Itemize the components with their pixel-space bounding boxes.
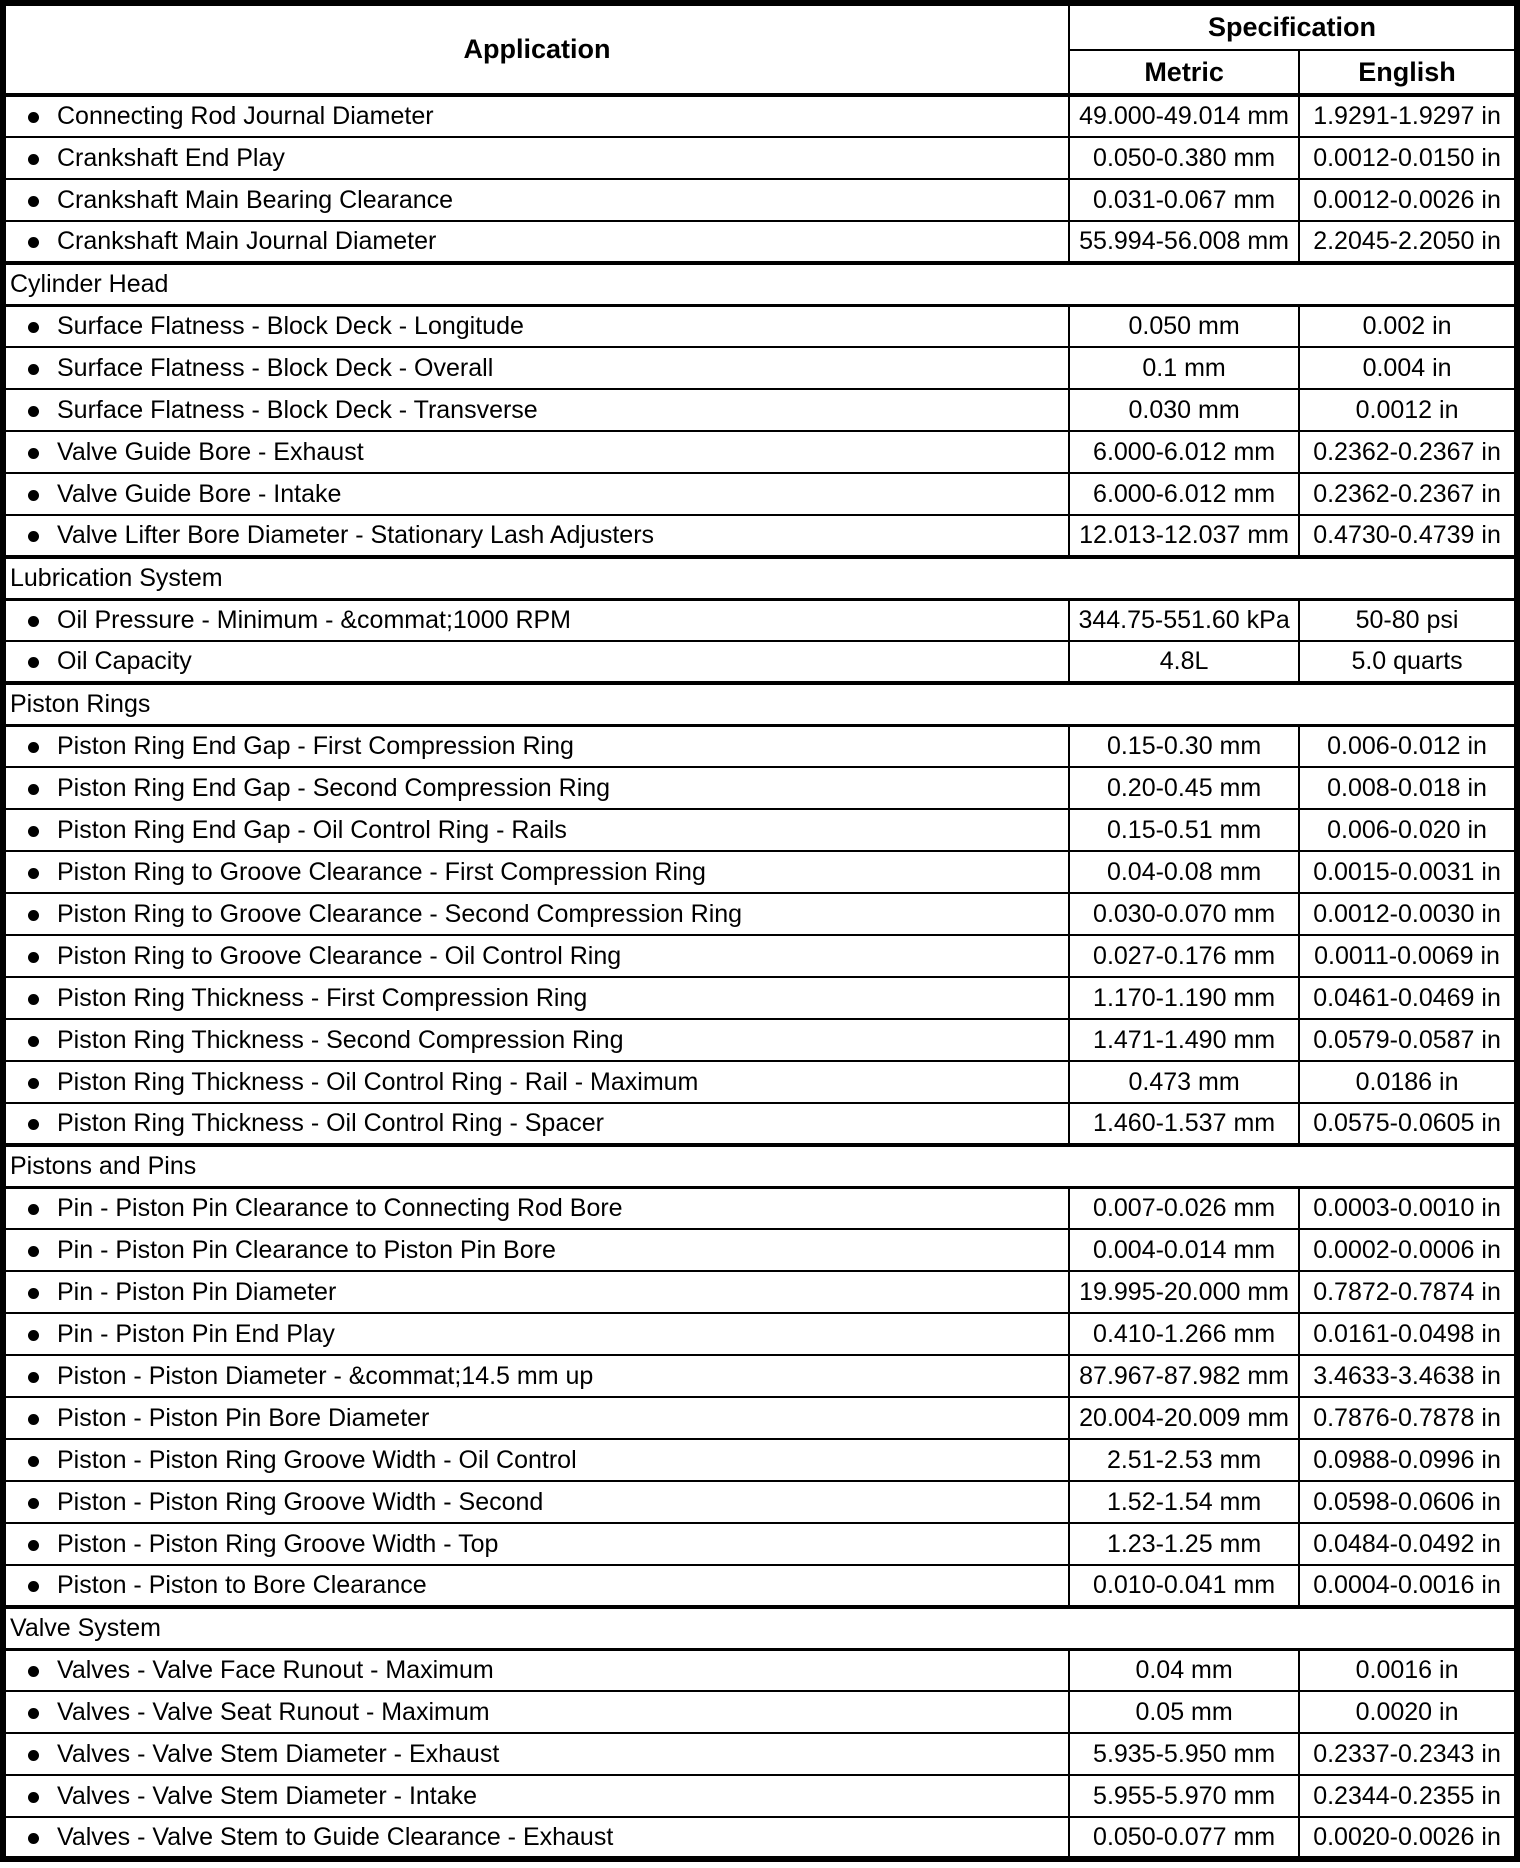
table-row <box>3 1649 1517 1691</box>
metric-value-cell: 0.15-0.30 mm <box>1069 725 1299 767</box>
application-label: Valves - Valve Face Runout - Maximum <box>57 1655 494 1684</box>
application-cell <box>3 1271 1069 1313</box>
section-header-row <box>3 263 1517 305</box>
metric-value-cell: 4.8L <box>1069 641 1299 683</box>
application-cell <box>3 95 1069 137</box>
english-value-cell: 0.7872-0.7874 in <box>1299 1271 1517 1313</box>
metric-value-cell: 49.000-49.014 mm <box>1069 95 1299 137</box>
column-header-english: English <box>1299 50 1517 95</box>
application-cell <box>3 389 1069 431</box>
english-value-cell: 0.0012-0.0026 in <box>1299 179 1517 221</box>
metric-value-cell: 19.995-20.000 mm <box>1069 1271 1299 1313</box>
application-label: Crankshaft Main Journal Diameter <box>57 227 437 255</box>
application-label: Piston - Piston to Bore Clearance <box>57 1571 427 1599</box>
table-row <box>3 1523 1517 1565</box>
table-row <box>3 305 1517 347</box>
table-row <box>3 977 1517 1019</box>
application-cell <box>3 935 1069 977</box>
english-value-cell: 0.0015-0.0031 in <box>1299 851 1517 893</box>
application-label: Piston Ring Thickness - Oil Control Ring - Rail - Maximum <box>57 1067 699 1096</box>
section-header-row <box>3 1145 1517 1187</box>
application-cell <box>3 431 1069 473</box>
table-row <box>3 515 1517 557</box>
english-value-cell: 0.002 in <box>1299 305 1517 347</box>
english-value-cell: 0.0016 in <box>1299 1649 1517 1691</box>
application-label: Pin - Piston Pin End Play <box>57 1319 335 1348</box>
bullet-icon <box>28 826 39 837</box>
section-header-row <box>3 557 1517 599</box>
metric-value-cell: 0.007-0.026 mm <box>1069 1187 1299 1229</box>
application-label: Piston - Piston Diameter - &commat;14.5 mm up <box>57 1361 594 1390</box>
bullet-icon <box>28 742 39 753</box>
section-header-label: Pistons and Pins <box>3 1145 1517 1187</box>
section-header-row <box>3 1607 1517 1649</box>
english-value-cell: 0.0012-0.0150 in <box>1299 137 1517 179</box>
bullet-icon <box>28 868 39 879</box>
english-value-cell: 0.0011-0.0069 in <box>1299 935 1517 977</box>
application-cell <box>3 1019 1069 1061</box>
table-row <box>3 1103 1517 1145</box>
application-label: Valves - Valve Stem Diameter - Intake <box>57 1781 478 1810</box>
application-label: Valve Lifter Bore Diameter - Stationary Lash Adjusters <box>57 521 655 549</box>
table-row <box>3 641 1517 683</box>
application-label: Piston Ring Thickness - First Compression Ring <box>57 983 588 1012</box>
application-cell <box>3 1229 1069 1271</box>
application-label: Pin - Piston Pin Clearance to Piston Pin Bore <box>57 1235 556 1264</box>
metric-value-cell: 0.04-0.08 mm <box>1069 851 1299 893</box>
bullet-icon <box>28 406 39 417</box>
bullet-icon <box>28 1372 39 1383</box>
application-cell <box>3 725 1069 767</box>
table-row <box>3 1355 1517 1397</box>
english-value-cell: 0.0020-0.0026 in <box>1299 1817 1517 1859</box>
application-cell <box>3 347 1069 389</box>
application-cell <box>3 1103 1069 1145</box>
application-cell <box>3 1397 1069 1439</box>
bullet-icon <box>28 994 39 1005</box>
metric-value-cell: 5.955-5.970 mm <box>1069 1775 1299 1817</box>
metric-value-cell: 1.471-1.490 mm <box>1069 1019 1299 1061</box>
table-row <box>3 851 1517 893</box>
metric-value-cell: 87.967-87.982 mm <box>1069 1355 1299 1397</box>
metric-value-cell: 0.027-0.176 mm <box>1069 935 1299 977</box>
section-header-label: Piston Rings <box>3 683 1517 725</box>
application-cell <box>3 1187 1069 1229</box>
table-row <box>3 1565 1517 1607</box>
application-cell <box>3 473 1069 515</box>
metric-value-cell: 0.20-0.45 mm <box>1069 767 1299 809</box>
english-value-cell: 0.006-0.012 in <box>1299 725 1517 767</box>
english-value-cell: 0.4730-0.4739 in <box>1299 515 1517 557</box>
application-label: Piston Ring Thickness - Oil Control Ring - Spacer <box>57 1109 604 1137</box>
application-label: Connecting Rod Journal Diameter <box>57 102 434 130</box>
english-value-cell: 0.0579-0.0587 in <box>1299 1019 1517 1061</box>
table-row <box>3 1187 1517 1229</box>
application-cell <box>3 515 1069 557</box>
table-row <box>3 1733 1517 1775</box>
bullet-icon <box>28 616 39 627</box>
application-label: Valves - Valve Seat Runout - Maximum <box>57 1697 490 1726</box>
table-row <box>3 179 1517 221</box>
bullet-icon <box>28 1036 39 1047</box>
metric-value-cell: 0.010-0.041 mm <box>1069 1565 1299 1607</box>
english-value-cell: 0.7876-0.7878 in <box>1299 1397 1517 1439</box>
bullet-icon <box>28 154 39 165</box>
application-cell <box>3 1691 1069 1733</box>
application-cell <box>3 1565 1069 1607</box>
metric-value-cell: 1.460-1.537 mm <box>1069 1103 1299 1145</box>
english-value-cell: 0.0002-0.0006 in <box>1299 1229 1517 1271</box>
metric-value-cell: 0.050-0.077 mm <box>1069 1817 1299 1859</box>
application-label: Pin - Piston Pin Clearance to Connecting Rod Bore <box>57 1193 623 1222</box>
metric-value-cell: 1.52-1.54 mm <box>1069 1481 1299 1523</box>
english-value-cell: 0.004 in <box>1299 347 1517 389</box>
english-value-cell: 0.0020 in <box>1299 1691 1517 1733</box>
table-row <box>3 1061 1517 1103</box>
bullet-icon <box>28 1330 39 1341</box>
application-label: Pin - Piston Pin Diameter <box>57 1277 337 1306</box>
metric-value-cell: 20.004-20.009 mm <box>1069 1397 1299 1439</box>
bullet-icon <box>28 1456 39 1467</box>
application-cell <box>3 1439 1069 1481</box>
english-value-cell: 2.2045-2.2050 in <box>1299 221 1517 263</box>
table-row <box>3 347 1517 389</box>
table-row <box>3 1313 1517 1355</box>
section-header-label: Cylinder Head <box>3 263 1517 305</box>
application-label: Valves - Valve Stem to Guide Clearance - Exhaust <box>57 1822 614 1851</box>
application-cell <box>3 977 1069 1019</box>
table-row <box>3 389 1517 431</box>
english-value-cell: 0.2337-0.2343 in <box>1299 1733 1517 1775</box>
metric-value-cell: 0.05 mm <box>1069 1691 1299 1733</box>
table-row <box>3 1481 1517 1523</box>
bullet-icon <box>28 784 39 795</box>
application-cell <box>3 179 1069 221</box>
bullet-icon <box>28 657 39 668</box>
bullet-icon <box>28 1204 39 1215</box>
metric-value-cell: 1.23-1.25 mm <box>1069 1523 1299 1565</box>
bullet-icon <box>28 448 39 459</box>
english-value-cell: 0.0988-0.0996 in <box>1299 1439 1517 1481</box>
metric-value-cell: 344.75-551.60 kPa <box>1069 599 1299 641</box>
bullet-icon <box>28 196 39 207</box>
application-cell <box>3 1523 1069 1565</box>
application-label: Piston - Piston Ring Groove Width - Second <box>57 1487 544 1516</box>
application-label: Oil Capacity <box>57 647 192 675</box>
bullet-icon <box>28 490 39 501</box>
bullet-icon <box>28 1540 39 1551</box>
bullet-icon <box>28 1288 39 1299</box>
english-value-cell: 0.2344-0.2355 in <box>1299 1775 1517 1817</box>
metric-value-cell: 0.04 mm <box>1069 1649 1299 1691</box>
application-label: Piston Ring End Gap - Second Compression Ring <box>57 773 611 802</box>
application-label: Crankshaft End Play <box>57 143 285 172</box>
bullet-icon <box>28 322 39 333</box>
table-row <box>3 1271 1517 1313</box>
metric-value-cell: 1.170-1.190 mm <box>1069 977 1299 1019</box>
english-value-cell: 3.4633-3.4638 in <box>1299 1355 1517 1397</box>
application-cell <box>3 1481 1069 1523</box>
metric-value-cell: 0.030-0.070 mm <box>1069 893 1299 935</box>
english-value-cell: 0.008-0.018 in <box>1299 767 1517 809</box>
metric-value-cell: 0.050-0.380 mm <box>1069 137 1299 179</box>
english-value-cell: 0.2362-0.2367 in <box>1299 473 1517 515</box>
table-row <box>3 893 1517 935</box>
application-label: Piston Ring End Gap - First Compression Ring <box>57 731 574 760</box>
bullet-icon <box>28 952 39 963</box>
application-cell <box>3 1817 1069 1859</box>
metric-value-cell: 0.473 mm <box>1069 1061 1299 1103</box>
metric-value-cell: 0.15-0.51 mm <box>1069 809 1299 851</box>
english-value-cell: 0.2362-0.2367 in <box>1299 431 1517 473</box>
metric-value-cell: 0.030 mm <box>1069 389 1299 431</box>
bullet-icon <box>28 1246 39 1257</box>
application-label: Piston - Piston Pin Bore Diameter <box>57 1403 430 1432</box>
column-header-metric: Metric <box>1069 50 1299 95</box>
column-header-application: Application <box>3 3 1069 95</box>
application-label: Piston Ring End Gap - Oil Control Ring - Rails <box>57 815 567 844</box>
table-row <box>3 767 1517 809</box>
metric-value-cell: 6.000-6.012 mm <box>1069 473 1299 515</box>
section-header-label: Lubrication System <box>3 557 1517 599</box>
bullet-icon <box>28 1078 39 1089</box>
english-value-cell: 0.0161-0.0498 in <box>1299 1313 1517 1355</box>
english-value-cell: 0.0461-0.0469 in <box>1299 977 1517 1019</box>
application-label: Piston Ring Thickness - Second Compression Ring <box>57 1025 624 1054</box>
section-header-label: Valve System <box>3 1607 1517 1649</box>
english-value-cell: 0.0484-0.0492 in <box>1299 1523 1517 1565</box>
application-cell <box>3 1313 1069 1355</box>
application-label: Surface Flatness - Block Deck - Overall <box>57 353 494 382</box>
application-cell <box>3 767 1069 809</box>
application-cell <box>3 599 1069 641</box>
table-row <box>3 431 1517 473</box>
metric-value-cell: 0.1 mm <box>1069 347 1299 389</box>
english-value-cell: 0.0003-0.0010 in <box>1299 1187 1517 1229</box>
metric-value-cell: 2.51-2.53 mm <box>1069 1439 1299 1481</box>
section-header-row <box>3 683 1517 725</box>
application-cell <box>3 221 1069 263</box>
english-value-cell: 0.0186 in <box>1299 1061 1517 1103</box>
english-value-cell: 0.0004-0.0016 in <box>1299 1565 1517 1607</box>
table-row <box>3 1691 1517 1733</box>
bullet-icon <box>28 1792 39 1803</box>
bullet-icon <box>28 1581 39 1592</box>
table-row <box>3 599 1517 641</box>
bullet-icon <box>28 364 39 375</box>
metric-value-cell: 12.013-12.037 mm <box>1069 515 1299 557</box>
table-row <box>3 1229 1517 1271</box>
metric-value-cell: 0.004-0.014 mm <box>1069 1229 1299 1271</box>
application-label: Surface Flatness - Block Deck - Longitude <box>57 311 524 340</box>
table-header <box>3 3 1517 95</box>
bullet-icon <box>28 1666 39 1677</box>
english-value-cell: 0.0598-0.0606 in <box>1299 1481 1517 1523</box>
table-row <box>3 1397 1517 1439</box>
application-cell <box>3 137 1069 179</box>
table-row <box>3 473 1517 515</box>
table-row <box>3 95 1517 137</box>
table-row <box>3 809 1517 851</box>
application-label: Oil Pressure - Minimum - &commat;1000 RPM <box>57 605 572 634</box>
english-value-cell: 5.0 quarts <box>1299 641 1517 683</box>
application-cell <box>3 1061 1069 1103</box>
table-row <box>3 1439 1517 1481</box>
table-row <box>3 1019 1517 1061</box>
bullet-icon <box>28 1708 39 1719</box>
application-label: Piston - Piston Ring Groove Width - Oil Control <box>57 1445 577 1474</box>
application-cell <box>3 641 1069 683</box>
application-cell <box>3 1775 1069 1817</box>
metric-value-cell: 6.000-6.012 mm <box>1069 431 1299 473</box>
bullet-icon <box>28 1750 39 1761</box>
bullet-icon <box>28 531 39 542</box>
metric-value-cell: 5.935-5.950 mm <box>1069 1733 1299 1775</box>
metric-value-cell: 0.410-1.266 mm <box>1069 1313 1299 1355</box>
bullet-icon <box>28 1414 39 1425</box>
english-value-cell: 0.0012 in <box>1299 389 1517 431</box>
application-cell <box>3 851 1069 893</box>
application-cell <box>3 1649 1069 1691</box>
application-cell <box>3 305 1069 347</box>
header-row-top <box>3 3 1517 50</box>
application-label: Piston Ring to Groove Clearance - Second Compression Ring <box>57 899 743 928</box>
application-cell <box>3 1355 1069 1397</box>
english-value-cell: 0.0575-0.0605 in <box>1299 1103 1517 1145</box>
table-body <box>3 95 1517 1859</box>
application-label: Piston Ring to Groove Clearance - Oil Control Ring <box>57 941 622 970</box>
application-label: Surface Flatness - Block Deck - Transverse <box>57 395 538 424</box>
application-cell <box>3 893 1069 935</box>
bullet-icon <box>28 1833 39 1844</box>
metric-value-cell: 55.994-56.008 mm <box>1069 221 1299 263</box>
table-row <box>3 137 1517 179</box>
application-label: Crankshaft Main Bearing Clearance <box>57 185 454 214</box>
table-row <box>3 935 1517 977</box>
bullet-icon <box>28 1119 39 1130</box>
table-row <box>3 221 1517 263</box>
application-label: Valve Guide Bore - Exhaust <box>57 437 364 466</box>
application-cell <box>3 1733 1069 1775</box>
application-label: Valve Guide Bore - Intake <box>57 479 342 508</box>
bullet-icon <box>28 910 39 921</box>
table-row <box>3 1775 1517 1817</box>
metric-value-cell: 0.031-0.067 mm <box>1069 179 1299 221</box>
application-label: Piston Ring to Groove Clearance - First Compression Ring <box>57 857 706 886</box>
english-value-cell: 0.006-0.020 in <box>1299 809 1517 851</box>
bullet-icon <box>28 112 39 123</box>
table-row <box>3 725 1517 767</box>
bullet-icon <box>28 1498 39 1509</box>
column-header-specification: Specification <box>1069 3 1517 50</box>
application-cell <box>3 809 1069 851</box>
metric-value-cell: 0.050 mm <box>1069 305 1299 347</box>
english-value-cell: 1.9291-1.9297 in <box>1299 95 1517 137</box>
english-value-cell: 0.0012-0.0030 in <box>1299 893 1517 935</box>
application-label: Valves - Valve Stem Diameter - Exhaust <box>57 1739 500 1768</box>
table-row <box>3 1817 1517 1859</box>
application-label: Piston - Piston Ring Groove Width - Top <box>57 1529 499 1558</box>
bullet-icon <box>28 237 39 248</box>
english-value-cell: 50-80 psi <box>1299 599 1517 641</box>
